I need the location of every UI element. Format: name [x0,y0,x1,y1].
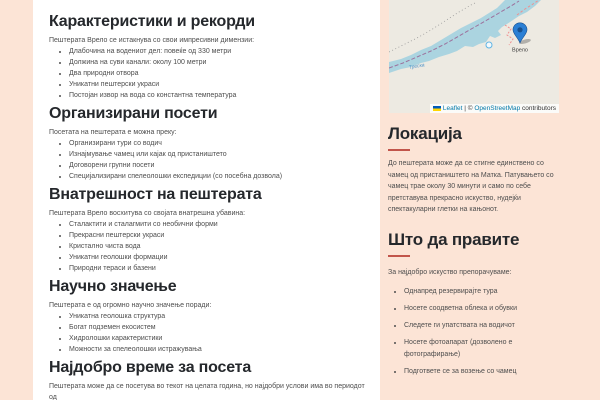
list-item: • Следете ги упатствата на водичот [404,320,540,332]
list-item: • Длабочина на водениот дел: повеќе од 330 метри [69,46,366,57]
marker-label: Врело [512,47,528,54]
sidebar-heading: Што да правите [388,229,520,249]
list-item: • Подгответе се за возење со чамец [404,366,540,378]
heading-accent-bar [388,149,410,151]
sidebar-heading: Локација [388,124,462,143]
bullet-list [49,219,366,274]
list-item: • Договорени групни посети [69,160,366,171]
sidebar [380,0,600,400]
list-item: • Уникатни пештерски украси [69,79,366,90]
bullet-list [49,311,366,355]
leaflet-link[interactable]: Leaflet [442,105,463,112]
section-interior [49,185,366,274]
list-item: • Специјализирани спелеолошки експедиции (со посебна дозвола) [69,171,366,182]
todo-list [388,286,540,377]
map-canvas [389,0,559,113]
river-label: Треска [408,62,426,71]
leaflet-map[interactable] [389,0,559,113]
bullet-list [49,46,366,101]
section-intro: Посетата на пештерата е можна преку: [49,129,177,136]
section-heading: Најдобро време за посета [49,359,252,376]
list-item: • Два природни отвора [69,68,366,79]
list-item: • Уникатна геолошка структура [69,311,366,322]
list-item: • Можности за спелеолошки истражувања [69,344,366,355]
section-heading: Внатрешност на пештерата [49,186,262,203]
spring-icon [486,42,492,48]
list-item: • Изнајмување чамец или кајак од пристаништето [69,149,366,160]
list-item: • Постојан извор на вода со константна температура [69,90,366,101]
section-characteristics [49,12,366,101]
section-heading: Научно значење [49,278,177,295]
list-item: • Должина на суви канали: околу 100 метри [69,57,366,68]
article-panel [33,0,380,400]
list-item: • Организирани тури со водич [69,138,366,149]
bullet-list [49,138,366,182]
sidebar-section-location [388,124,600,216]
section-heading: Карактеристики и рекорди [49,13,255,30]
todo-intro: За најдобро искуство препорачуваме: [388,268,512,276]
list-item: • Однапред резервирајте тура [404,286,540,298]
section-science [49,277,366,355]
location-paragraph: До пештерата може да се стигне единствено со чамец од пристаништето на Матка. Патувањето со чамец трае околу 30 минути и само по себе претставува прекрасно искуство, нудејќи спектакуларни глетки на кањонот. [388,160,554,213]
section-best-time [49,358,366,400]
list-item: • Прекрасни пештерски украси [69,230,366,241]
heading-accent-bar [388,255,410,257]
list-item: • Богат подземен екосистем [69,322,366,333]
map-attribution [430,104,559,113]
ukraine-flag-icon [433,106,441,111]
section-heading: Организирани посети [49,105,218,122]
section-intro: Пештерата е од огромно научно значење поради: [49,302,212,309]
list-item: • Кристално чиста вода [69,241,366,252]
list-item: • Уникатни геолошки формации [69,252,366,263]
attribution-separator: | © [462,105,475,112]
section-intro: Пештерата Врело восхитува со својата внатрешна убавина: [49,210,246,217]
section-intro: Пештерата Врело се истакнува со свои импресивни димензии: [49,37,255,44]
openstreetmap-link[interactable]: OpenStreetMap [474,105,521,112]
list-item: • Носете соодветна облека и обувки [404,303,540,315]
list-item: • Сталактити и сталагмити со необични форми [69,219,366,230]
section-visits [49,104,366,182]
sidebar-section-what-to-do [388,230,600,378]
attribution-suffix: contributors [520,105,556,112]
list-item: • Носете фотоапарат (дозволено е фотографирање) [404,337,540,360]
list-item: • Природни тераси и базени [69,263,366,274]
section-intro: Пештерата може да се посетува во текот на целата година, но најдобри услови има во периодот од [49,383,365,400]
list-item: • Хидролошки карактеристики [69,333,366,344]
